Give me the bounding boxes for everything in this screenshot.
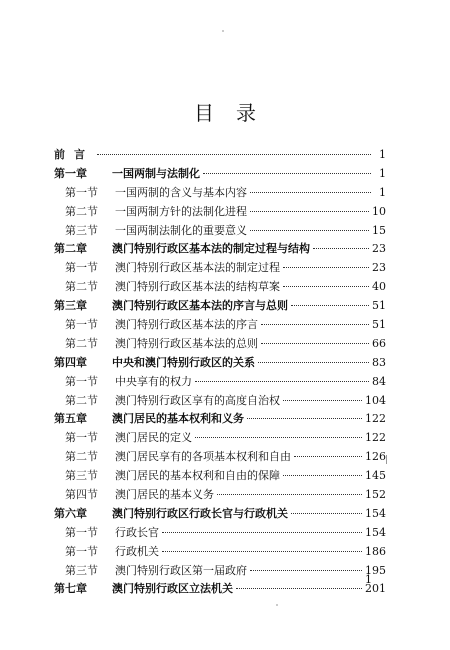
toc-entry-section [54,562,386,581]
entry-number: 第四节 [65,488,98,502]
entry-number: 第一节 [65,185,98,199]
entry-page: 23 [372,242,386,256]
entry-page: 51 [372,299,386,313]
toc-entry-section [54,316,386,335]
entry-number: 第二节 [65,393,98,407]
entry-page: 83 [372,355,386,369]
entry-label: 澳门特别行政区基本法的制定过程 [115,261,280,275]
entry-number: 第一节 [65,261,98,275]
entry-number: 第一节 [65,318,98,332]
entry-page: 126 [365,450,386,464]
entry-label: 澳门特别行政区基本法的总则 [115,336,258,350]
toc-entry-chapter [54,505,386,524]
entry-page: 186 [365,544,386,558]
entry-page: 51 [372,318,386,332]
entry-label: 一国两制方针的法制化进程 [115,204,247,218]
entry-number: 第二节 [65,280,98,294]
entry-label: 澳门居民的基本权利和义务 [112,412,244,426]
dot-leader [217,494,362,495]
toc-entry-section [54,335,386,354]
dot-leader [247,418,362,419]
entry-number: 第三章 [54,299,87,313]
toc-entry-section [54,486,386,505]
entry-label: 澳门特别行政区基本法的结构草案 [115,280,280,294]
dot-leader [250,230,369,231]
entry-page: 40 [372,280,386,294]
toc-entry-section [54,543,386,562]
toc-entry-chapter [54,580,386,599]
dot-leader [261,343,369,344]
entry-page: 201 [365,582,386,596]
dot-leader [283,267,369,268]
entry-page: 195 [365,563,386,577]
dot-leader [250,570,362,571]
entry-number: 第三节 [65,563,98,577]
dot-leader [162,551,362,552]
toc-entry-chapter [54,354,386,373]
dot-leader [236,588,362,589]
entry-page: 10 [372,204,386,218]
toc-entry-section [54,467,386,486]
toc-entry-chapter [54,297,386,316]
dot-leader [258,362,369,363]
entry-label: 一国两制法制化的重要意义 [115,223,247,237]
entry-label: 澳门特别行政区基本法的序言 [115,318,258,332]
toc-entry-section [54,373,386,392]
entry-number: 第六章 [54,506,87,520]
entry-number: 第二章 [54,242,87,256]
toc-entry-section [54,524,386,543]
toc-entry-section [54,429,386,448]
toc-entry-section [54,259,386,278]
entry-number: 第七章 [54,582,87,596]
entry-label: 中央和澳门特别行政区的关系 [112,355,255,369]
entry-label: 澳门特别行政区第一届政府 [115,563,247,577]
entry-number: 第五章 [54,412,87,426]
scan-speck [222,30,224,32]
dot-leader [261,324,369,325]
entry-page: 23 [372,261,386,275]
dot-leader [250,211,369,212]
toc-entry-chapter [54,165,386,184]
scan-speck [276,604,278,606]
entry-page: 15 [372,223,386,237]
entry-label: 澳门特别行政区立法机关 [112,582,233,596]
dot-leader [250,192,371,193]
entry-number: 第一节 [65,525,98,539]
entry-label: 澳门居民的基本权利和自由的保障 [115,469,280,483]
entry-page: 104 [365,393,386,407]
entry-number: 第二节 [65,204,98,218]
entry-label: 澳门特别行政区享有的高度自治权 [115,393,280,407]
toc-entry-chapter [54,410,386,429]
entry-label: 前言 [54,148,94,161]
toc-entry-chapter [54,240,386,259]
toc-list [54,146,386,599]
entry-page: 154 [365,525,386,539]
entry-page: 122 [365,412,386,426]
entry-page: 66 [372,336,386,350]
entry-label: 一国两制的含义与基本内容 [115,185,247,199]
page-number: 1 [365,573,372,586]
dot-leader [283,475,362,476]
dot-leader [203,173,371,174]
entry-number: 第三节 [65,469,98,483]
entry-number: 第一节 [65,544,98,558]
dot-leader [283,286,369,287]
dot-leader [313,248,369,249]
entry-page: 1 [379,166,386,180]
entry-number: 第四章 [54,355,87,369]
entry-label: 澳门特别行政区行政长官与行政机关 [112,506,288,520]
toc-entry-section [54,203,386,222]
entry-number: 第三节 [65,223,98,237]
entry-number: 第二节 [65,450,98,464]
dot-leader [294,456,362,457]
entry-label: 行政机关 [115,544,159,558]
entry-page: 122 [365,431,386,445]
entry-label: 澳门居民的基本义务 [115,488,214,502]
entry-label: 一国两制与法制化 [112,166,200,180]
entry-page: 154 [365,506,386,520]
toc-entry-section [54,448,386,467]
entry-page: 152 [365,488,386,502]
dot-leader [97,154,371,155]
toc-entry-section [54,184,386,203]
dot-leader [283,400,362,401]
dot-leader [195,381,369,382]
dot-leader [291,513,362,514]
entry-label: 澳门居民的定义 [115,431,192,445]
toc-entry-section [54,278,386,297]
dot-leader [195,437,362,438]
toc-entry-section [54,222,386,241]
toc-title: 目录 [194,101,278,125]
toc-entry-section [54,392,386,411]
entry-label: 行政长官 [115,525,159,539]
entry-page: 84 [372,374,386,388]
entry-number: 第一章 [54,166,87,180]
entry-page: 1 [379,148,386,161]
dot-leader [291,305,369,306]
scan-mark [386,455,387,464]
entry-page: 145 [365,469,386,483]
entry-label: 澳门特别行政区基本法的制定过程与结构 [112,242,310,256]
dot-leader [162,532,362,533]
entry-label: 澳门特别行政区基本法的序言与总则 [112,299,288,313]
entry-number: 第一节 [65,431,98,445]
entry-number: 第一节 [65,374,98,388]
toc-entry-preface [54,146,386,165]
entry-label: 澳门居民享有的各项基本权利和自由 [115,450,291,464]
entry-number: 第二节 [65,336,98,350]
entry-label: 中央享有的权力 [115,374,192,388]
entry-page: 1 [379,185,386,199]
